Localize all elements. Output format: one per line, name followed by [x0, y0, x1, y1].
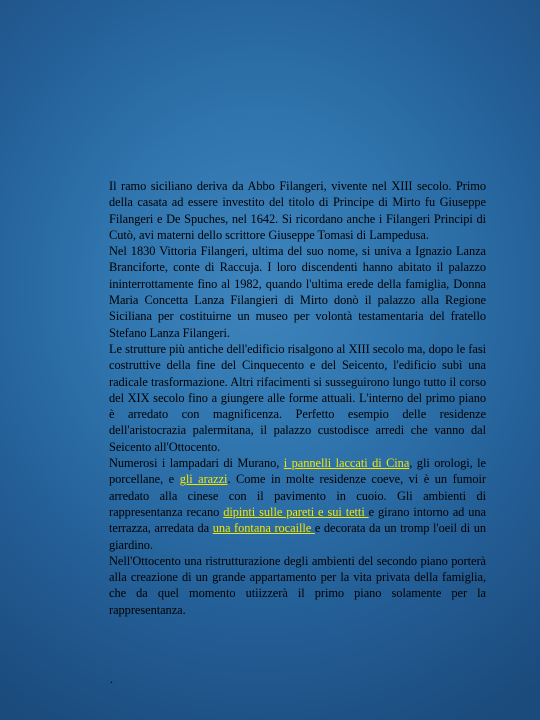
trailing-period: .	[110, 672, 113, 686]
text-run: Il ramo siciliano deriva da Abbo Filangeri, vivente nel XIII secolo. Primo della casata ad essere investito del titolo di Principe di Mirto fu Giuseppe Filangeri e De Spuches, nel 1642. Si ricordano anche i Filangeri Principi di Cutò, avi materni dello scrittore Giuseppe Tomasi di Lampedusa.	[109, 179, 486, 242]
link-arazzi[interactable]: gli arazzi	[179, 472, 228, 487]
text-run: Nell'Ottocento una ristrutturazione degli ambienti del secondo piano porterà alla creazione di un grande appartamento per la vita privata della famiglia, che da quel momento utiizzerà il primo piano solamente per la rappresentanza.	[109, 553, 486, 617]
text-run: Nel 1830 Vittoria Filangeri, ultima del suo nome, si univa a Ignazio Lanza Branciforte, conte di Raccuja. I loro discendenti hanno abitato il palazzo ininterrottamente fino al 1982, quando l'ultima erede della famiglia, Donna Maria Concetta Lanza Filangieri di Mirto donò il palazzo alla Regione Siciliana per costituirne un museo per volontà testamentaria del fratello Stefano Lanza Filangeri.	[109, 244, 486, 340]
paragraph-2	[109, 243, 486, 341]
link-fontana-rocaille[interactable]: una fontana rocaille	[212, 521, 315, 536]
paragraph-4	[109, 455, 486, 553]
body-text	[109, 178, 486, 618]
paragraph-1	[109, 178, 486, 243]
link-dipinti[interactable]: dipinti sulle pareti e sui tetti	[223, 504, 369, 519]
link-pannelli-laccati[interactable]: i pannelli laccati di Cina	[283, 456, 410, 471]
paragraph-5	[109, 553, 486, 618]
text-run: , gli orologi, le porcellane, e	[109, 456, 486, 487]
text-run: e decorata da un tromp l'oeil di un giardino.	[109, 521, 487, 552]
text-run: e girano intorno ad una terrazza, arredata da	[109, 504, 486, 536]
text-run: Le strutture più antiche dell'edificio risalgono al XIII secolo ma, dopo le fasi costruttive della fine del Cinquecento e del Seicento, l'edificio subì una radicale trasformazione. Altri rifacimenti si susseguirono lungo tutto il corso del XIX secolo fino a giungere alle forme attuali. L'interno del primo piano è arredato con magnificenza. Perfetto esempio delle residenze dell'aristocrazia palermitana, il palazzo custodisce arredi che vanno dal Seicento all'Ottocento.	[109, 341, 486, 454]
paragraph-3	[109, 341, 486, 455]
text-run: Numerosi i lampadari di Murano,	[109, 456, 284, 471]
text-run: . Come in molte residenze coeve, vi è un fumoir arredato alla cinese con il pavimento in cuoio. Gli ambienti di rappresentanza recano	[109, 472, 486, 519]
